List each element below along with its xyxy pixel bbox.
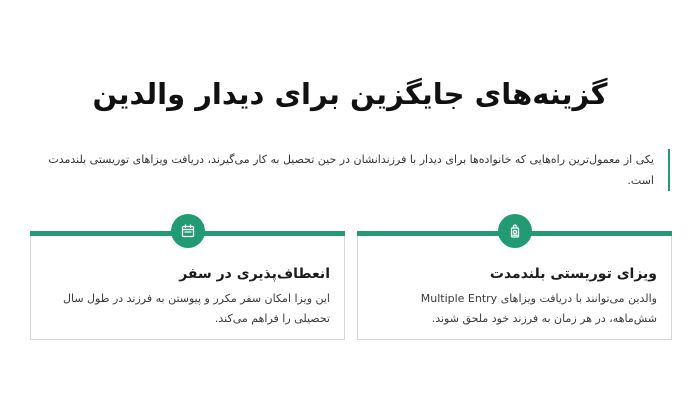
- card-long-term-visa: [357, 231, 672, 340]
- card-title: انعطاف‌پذیری در سفر: [179, 266, 330, 282]
- card-title: ویزای توریستی بلندمدت: [489, 266, 657, 282]
- passport-icon: [507, 223, 523, 239]
- card-travel-flexibility: [30, 231, 345, 340]
- intro-paragraph: یکی از معمول‌ترین راه‌هایی که خانواده‌ها برای دیدار با فرزندانشان در حین تحصیل به کار می‌گیرند، دریافت ویزاهای توریستی بلندمدت است.: [48, 149, 670, 191]
- section-title: گزینه‌های جایگزین برای دیدار والدین: [92, 77, 608, 111]
- calendar-icon: [180, 223, 196, 239]
- card-icon-badge: [498, 214, 532, 248]
- card-body: این ویزا امکان سفر مکرر و پیوستن به فرزند در طول سال تحصیلی را فراهم می‌کند.: [62, 292, 330, 325]
- card-icon-badge: [171, 214, 205, 248]
- card-body: والدین می‌توانند با دریافت ویزاهای Multiple Entry شش‌ماهه، در هر زمان به فرزند خود ملحق شوند.: [420, 292, 657, 325]
